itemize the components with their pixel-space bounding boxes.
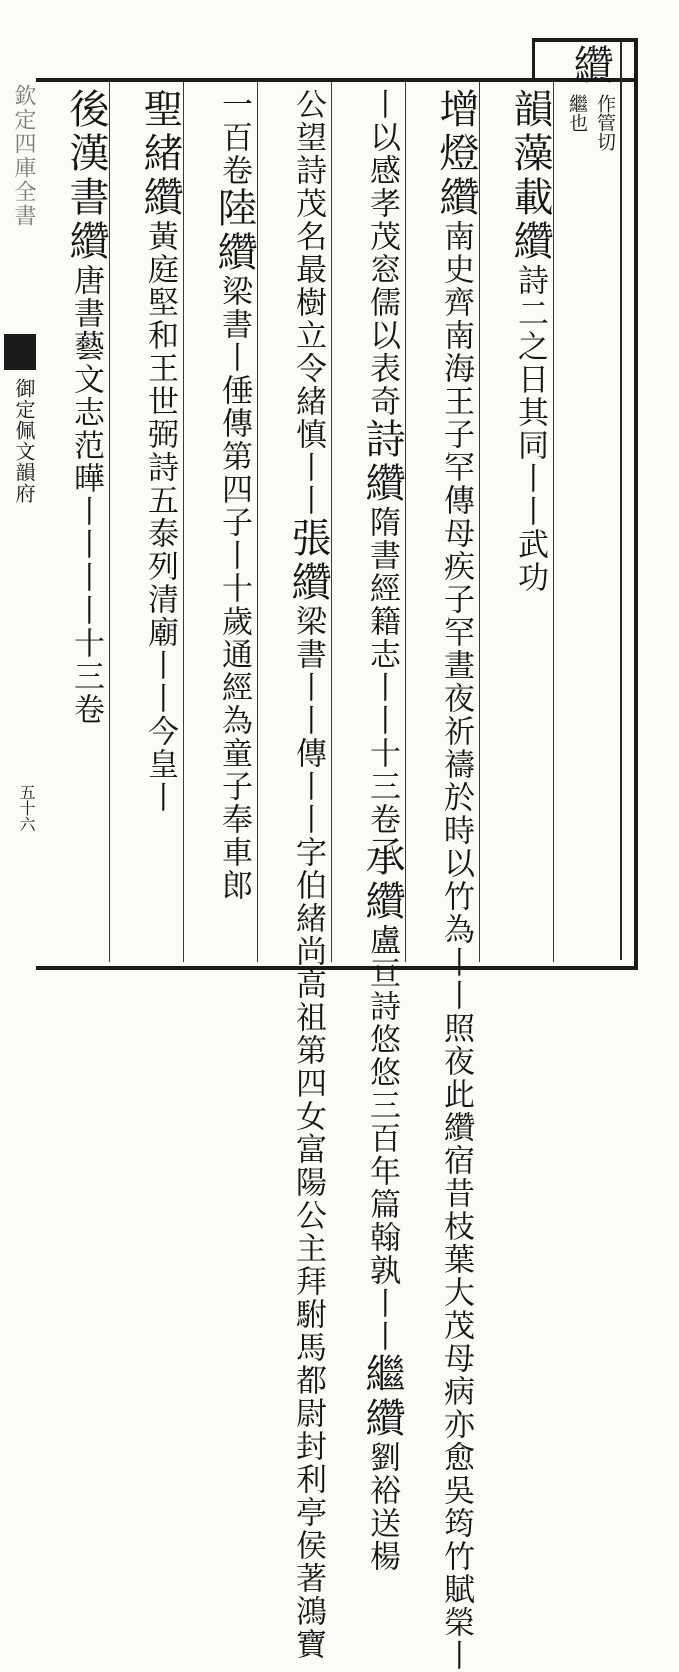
text-column <box>112 88 182 950</box>
entry-term: 後漢書纘 <box>63 88 109 264</box>
header-character: 纘 <box>567 44 613 88</box>
entry-text: 詩二之日其同丨丨武功 <box>512 264 548 594</box>
entry-text: 一百卷 <box>216 88 252 187</box>
text-column <box>260 88 331 1661</box>
entry-term: 張纘 <box>285 517 331 605</box>
text-column <box>334 88 405 1573</box>
entry-term: 聖緒纘 <box>137 88 183 220</box>
header-tab-left <box>532 38 535 82</box>
entry-text: 南史齊南海王子罕傳母疾子罕晝夜祈禱於時以竹為丨丨照夜此纘宿昔枝葉大茂母病亦愈吳筠竹賦榮丨 <box>438 220 474 1672</box>
source-title: 御定佩文韻府 <box>12 378 36 504</box>
column-rule <box>479 82 480 962</box>
column-rule <box>183 82 184 962</box>
header-tab-top <box>532 38 638 42</box>
column-rule <box>257 82 258 962</box>
header-gloss-meaning: 繼也 <box>566 94 588 132</box>
entry-term: 陸纘 <box>211 187 257 275</box>
entry-text: 公望詩茂名最樹立令緒慎丨丨 <box>290 88 326 517</box>
entry-text: 丨以感孝茂窓儒以表奇 <box>364 88 400 418</box>
page-number: 五十六 <box>17 784 36 832</box>
header-column-rule <box>620 42 622 960</box>
column-rule <box>109 82 110 962</box>
entry-text: 盧亘詩悠悠三百年篇翰孰丨丨 <box>364 924 400 1353</box>
entry-term: 承纘 <box>359 836 405 924</box>
entry-text: 唐書藝文志范曄丨丨丨丨十三卷 <box>68 264 104 726</box>
text-column <box>482 88 552 950</box>
header-gloss-pronunciation: 作管切 <box>594 94 616 151</box>
entry-term: 詩纘 <box>359 418 405 506</box>
entry-text: 梁書丨丨傳丨丨字伯緒尚高祖第四女富陽公主拜駙馬都尉封利亭侯著鴻寶 <box>290 605 326 1661</box>
frame-right-border <box>634 40 638 966</box>
entry-term: 增燈纘 <box>433 88 479 220</box>
entry-text: 梁書丨倕傳第四子丨十歲通經為童子奉車郎 <box>216 275 252 902</box>
entry-text: 劉裕送楊 <box>364 1441 400 1573</box>
book-title: 欽定四庫全書 <box>11 84 36 228</box>
column-rule <box>405 82 406 962</box>
text-column <box>408 88 479 1672</box>
column-rule <box>553 82 554 962</box>
entry-text: 隋書經籍志丨丨十三卷 <box>364 506 400 836</box>
text-column <box>186 88 256 950</box>
entry-text: 黃庭堅和王世弼詩五泰列清廟丨丨今皇丨 <box>142 220 178 814</box>
margin-black-band <box>4 334 36 370</box>
entry-term: 繼纘 <box>359 1353 405 1441</box>
text-column <box>40 88 108 950</box>
entry-heading: 韻藻 <box>507 88 553 176</box>
entry-term: 載纘 <box>507 176 553 264</box>
column-rule <box>331 82 332 962</box>
